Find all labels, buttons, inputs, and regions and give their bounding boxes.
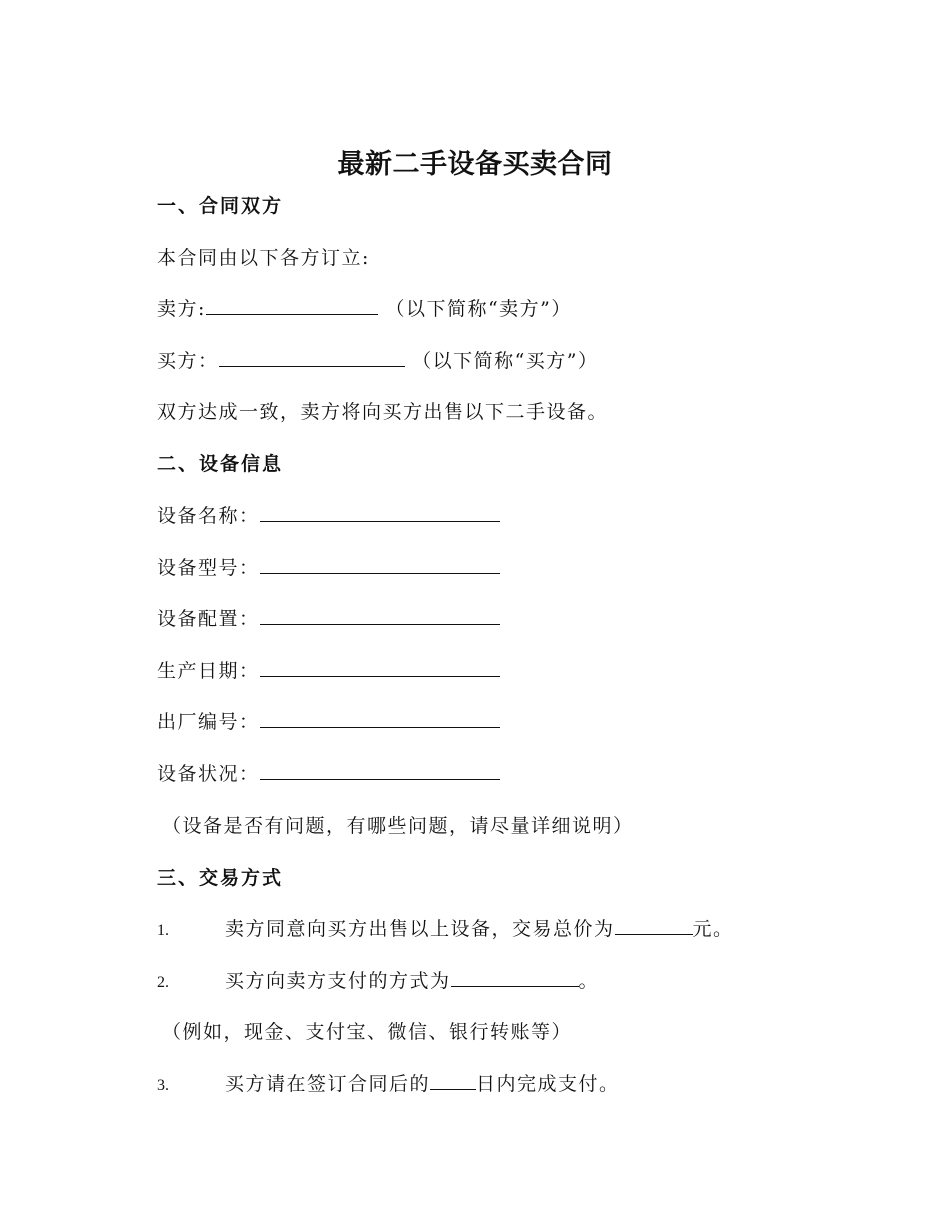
field-blank	[260, 656, 500, 677]
field-label-condition: 设备状况：	[157, 763, 260, 785]
buyer-blank	[219, 346, 405, 367]
section-heading-parties: 一、合同双方	[157, 195, 284, 217]
list-text-end: 元。	[692, 918, 734, 940]
list-text: 卖方同意向买方出售以上设备，交易总价为	[225, 918, 615, 940]
field-blank	[260, 759, 500, 780]
payment-note: （例如，现金、支付宝、微信、银行转账等）	[162, 1021, 573, 1043]
field-blank	[260, 707, 500, 728]
list-number: 1.	[157, 922, 169, 939]
field-row	[157, 553, 500, 583]
field-label-serial: 出厂编号：	[157, 711, 260, 733]
parties-intro: 本合同由以下各方订立:	[157, 247, 370, 269]
list-text-end: 。	[578, 970, 600, 992]
field-label-config: 设备配置：	[157, 608, 260, 630]
seller-blank	[206, 294, 378, 315]
list-text-end: 日内完成支付。	[476, 1073, 620, 1095]
buyer-row	[157, 346, 599, 376]
payment-method-blank	[451, 966, 579, 987]
buyer-note: （以下简称“买方”）	[412, 350, 599, 372]
field-row	[157, 501, 500, 531]
list-text: 买方向卖方支付的方式为	[225, 970, 451, 992]
field-blank	[260, 604, 500, 625]
price-blank	[615, 914, 693, 935]
field-label-date: 生产日期：	[157, 660, 260, 682]
seller-row	[157, 294, 572, 324]
field-blank	[260, 501, 500, 522]
field-blank	[260, 553, 500, 574]
field-label-model: 设备型号：	[157, 557, 260, 579]
list-item	[157, 1069, 620, 1101]
buyer-label: 买方：	[157, 350, 219, 372]
list-text: 买方请在签订合同后的	[225, 1073, 431, 1095]
field-row	[157, 707, 500, 737]
condition-note: （设备是否有问题，有哪些问题，请尽量详细说明）	[162, 815, 634, 837]
field-label-name: 设备名称：	[157, 505, 260, 527]
days-blank	[430, 1069, 476, 1090]
agreement-text: 双方达成一致，卖方将向买方出售以下二手设备。	[157, 401, 609, 423]
seller-note: （以下简称“卖方”）	[385, 298, 572, 320]
field-row	[157, 656, 500, 686]
list-number: 2.	[157, 974, 169, 991]
list-item	[157, 914, 734, 946]
field-row	[157, 604, 500, 634]
section-heading-transaction: 三、交易方式	[157, 867, 284, 889]
document-title: 最新二手设备买卖合同	[337, 149, 613, 180]
list-number: 3.	[157, 1077, 169, 1094]
field-row	[157, 759, 500, 789]
list-item	[157, 966, 599, 998]
seller-label: 卖方:	[157, 298, 206, 320]
section-heading-equipment: 二、设备信息	[157, 453, 284, 475]
